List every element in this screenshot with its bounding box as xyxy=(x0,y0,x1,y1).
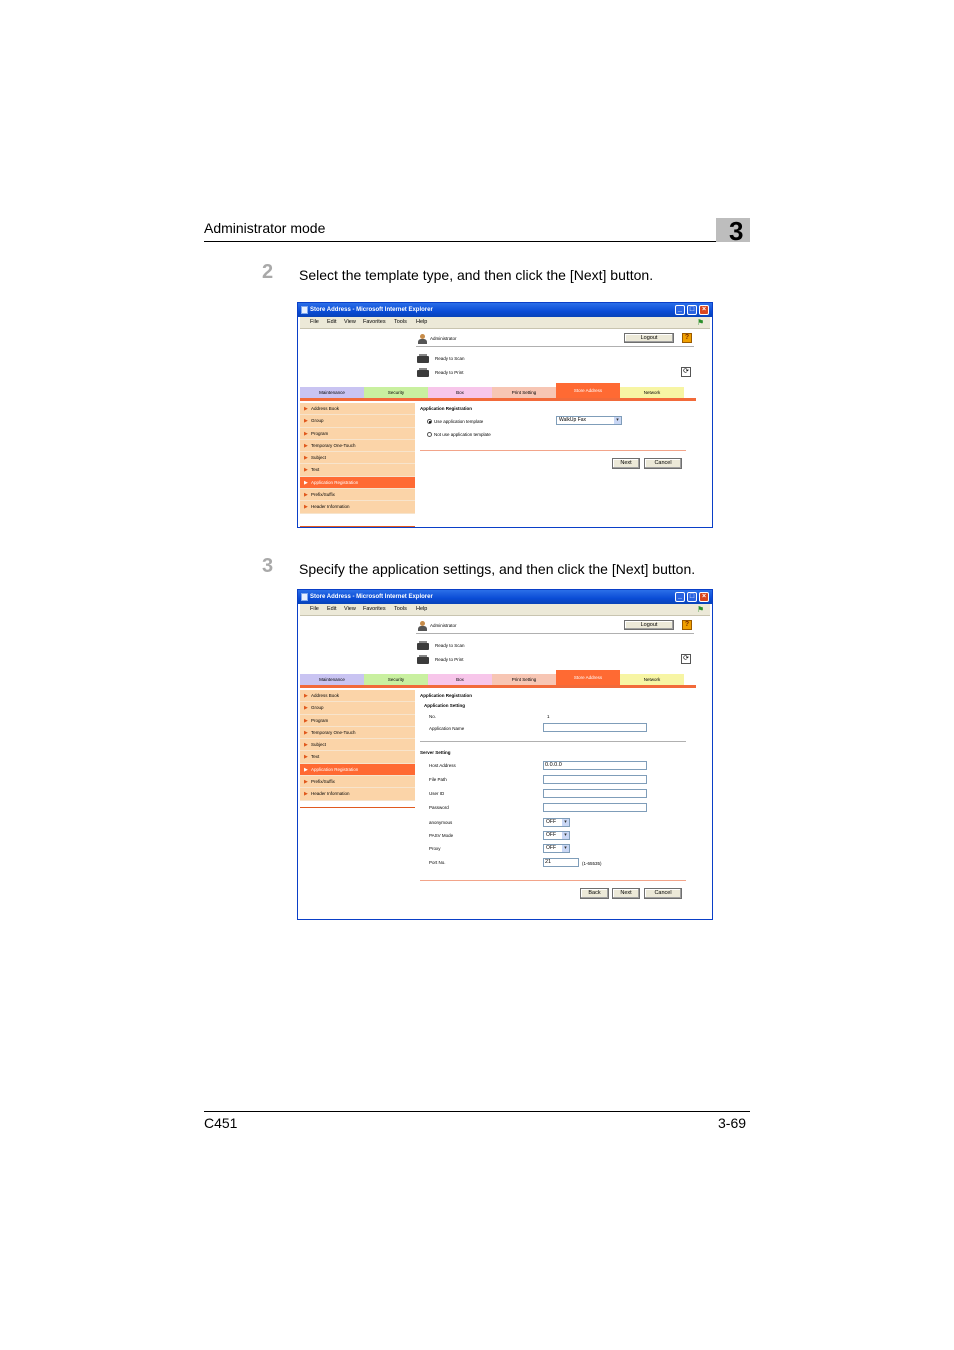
tab-maintenance[interactable]: Maintenance xyxy=(300,674,364,685)
sidebar-item-program[interactable]: ▶ Program xyxy=(300,715,415,727)
tab-underline xyxy=(300,398,696,401)
minimize-icon[interactable]: _ xyxy=(675,305,685,315)
sidebar-item-subject[interactable]: ▶ Subject xyxy=(300,452,415,464)
menu-file[interactable]: File xyxy=(310,319,319,325)
sidebar-item-temporary-one-touch[interactable]: ▶ Temporary One-Touch xyxy=(300,727,415,739)
sidebar-item-subject[interactable]: ▶ Subject xyxy=(300,739,415,751)
tab-box[interactable]: Box xyxy=(428,387,492,398)
no-label: No. xyxy=(429,714,437,719)
sidebar-item-text[interactable]: ▶ Text xyxy=(300,751,415,763)
anonymous-label: anonymous xyxy=(429,820,453,825)
radio-not-use-template-label: Not use application template xyxy=(434,432,491,437)
file-path-field[interactable] xyxy=(543,775,647,784)
footer-model: C451 xyxy=(204,1115,238,1131)
proxy-label: Proxy xyxy=(429,846,441,851)
radio-use-template-label: Use application template xyxy=(434,419,484,424)
tab-network[interactable]: Network xyxy=(620,674,684,685)
logout-button[interactable]: Logout xyxy=(624,620,674,630)
menu-bar xyxy=(300,604,710,616)
browser-window xyxy=(297,589,713,920)
tab-store-address[interactable]: Store Address xyxy=(556,383,620,398)
step-instruction: Select the template type, and then click the [Next] button. xyxy=(299,267,654,283)
menu-file[interactable]: File xyxy=(310,606,319,612)
chevron-down-icon: ▾ xyxy=(614,417,621,424)
user-divider xyxy=(416,633,694,634)
password-field[interactable] xyxy=(543,803,647,812)
user-id-field[interactable] xyxy=(543,789,647,798)
next-button[interactable]: Next xyxy=(612,888,640,899)
menu-edit[interactable]: Edit xyxy=(327,319,337,325)
host-address-field[interactable]: 0.0.0.0 xyxy=(543,761,647,770)
tab-security[interactable]: Security xyxy=(364,674,428,685)
close-icon[interactable]: × xyxy=(699,592,709,602)
tab-print-setting[interactable]: Print Setting xyxy=(492,674,556,685)
chevron-down-icon: ▾ xyxy=(562,819,569,826)
menu-tools[interactable]: Tools xyxy=(394,319,407,325)
application-name-field[interactable] xyxy=(543,723,647,732)
print-status: Ready to Print xyxy=(435,370,464,375)
tab-network[interactable]: Network xyxy=(620,387,684,398)
port-no-field[interactable]: 21 xyxy=(543,858,579,867)
menu-favorites[interactable]: Favorites xyxy=(363,606,386,612)
tab-store-address[interactable]: Store Address xyxy=(556,670,620,685)
sidebar-item-group[interactable]: ▶ Group xyxy=(300,702,415,714)
sidebar-item-header-information[interactable]: ▶ Header Information xyxy=(300,501,415,513)
user-name: Administrator xyxy=(430,623,457,628)
ie-page-icon xyxy=(301,593,308,601)
scanner-icon xyxy=(416,641,430,651)
host-address-label: Host Address xyxy=(429,763,456,768)
step-number: 2 xyxy=(262,261,274,283)
port-no-label: Port No. xyxy=(429,860,446,865)
section-title: Application Registration xyxy=(420,406,473,411)
next-button[interactable]: Next xyxy=(612,458,640,469)
printer-icon xyxy=(416,655,430,665)
step-number: 3 xyxy=(262,555,274,577)
help-icon[interactable]: ? xyxy=(682,620,692,630)
cancel-button[interactable]: Cancel xyxy=(644,458,682,469)
sidebar-item-prefix-suffix[interactable]: ▶ Prefix/Suffix xyxy=(300,489,415,501)
close-icon[interactable]: × xyxy=(699,305,709,315)
radio-use-template[interactable] xyxy=(427,419,432,424)
page-header-title: Administrator mode xyxy=(204,220,326,236)
chevron-down-icon: ▾ xyxy=(562,832,569,839)
pasv-mode-label: PASV Mode xyxy=(429,833,454,838)
administrator-icon xyxy=(417,334,428,344)
sidebar-end-rule xyxy=(300,526,415,527)
step-instruction: Specify the application settings, and then click the [Next] button. xyxy=(299,561,696,577)
tab-security[interactable]: Security xyxy=(364,387,428,398)
menu-help[interactable]: Help xyxy=(416,606,428,612)
menu-favorites[interactable]: Favorites xyxy=(363,319,386,325)
sidebar-item-address-book[interactable]: ▶ Address Book xyxy=(300,690,415,702)
application-setting-title: Application Setting xyxy=(424,703,465,708)
chevron-down-icon: ▾ xyxy=(562,845,569,852)
content-divider xyxy=(420,880,686,881)
menu-view[interactable]: View xyxy=(344,319,356,325)
chapter-number: 3 xyxy=(729,216,744,246)
application-name-label: Application Name xyxy=(429,726,465,731)
tab-print-setting[interactable]: Print Setting xyxy=(492,387,556,398)
page-number: 3-69 xyxy=(718,1115,747,1131)
footer-rule xyxy=(204,1111,750,1112)
menu-view[interactable]: View xyxy=(344,606,356,612)
windows-logo-icon: ⚑ xyxy=(697,605,705,614)
scanner-icon xyxy=(416,354,430,364)
cancel-button[interactable]: Cancel xyxy=(644,888,682,899)
section-title: Application Registration xyxy=(420,693,473,698)
user-name: Administrator xyxy=(430,336,457,341)
print-status: Ready to Print xyxy=(435,657,464,662)
template-select[interactable]: WalkUp Fax ▾ xyxy=(556,416,622,425)
title-bar xyxy=(298,303,712,317)
sidebar-end-rule xyxy=(300,807,415,808)
section-divider xyxy=(420,741,686,742)
printer-icon xyxy=(416,368,430,378)
window-title: Store Address - Microsoft Internet Explorer xyxy=(310,307,433,313)
password-label: Password xyxy=(429,805,449,810)
scan-status: Ready to Scan xyxy=(435,356,465,361)
sidebar-item-address-book[interactable]: ▶ Address Book xyxy=(300,403,415,415)
anonymous-select[interactable]: OFF ▾ xyxy=(543,818,570,827)
menu-bar xyxy=(300,317,710,329)
sidebar-item-prefix-suffix[interactable]: ▶ Prefix/Suffix xyxy=(300,776,415,788)
menu-tools[interactable]: Tools xyxy=(394,606,407,612)
menu-edit[interactable]: Edit xyxy=(327,606,337,612)
file-path-label: File Path xyxy=(429,777,447,782)
ie-page-icon xyxy=(301,306,308,314)
menu-help[interactable]: Help xyxy=(416,319,428,325)
no-value: 1 xyxy=(547,714,550,719)
port-range-hint: (1-65535) xyxy=(582,861,602,866)
proxy-select[interactable]: OFF ▾ xyxy=(543,844,570,853)
refresh-icon[interactable]: ⟳ xyxy=(681,654,691,664)
back-button[interactable]: Back xyxy=(580,888,609,899)
minimize-icon[interactable]: _ xyxy=(675,592,685,602)
title-bar xyxy=(298,590,712,604)
help-icon[interactable]: ? xyxy=(682,333,692,343)
sidebar-item-header-information[interactable]: ▶ Header Information xyxy=(300,788,415,800)
scan-status: Ready to Scan xyxy=(435,643,465,648)
server-setting-title: Server Setting xyxy=(420,750,451,755)
sidebar xyxy=(300,403,415,527)
sidebar-item-application-registration[interactable]: ▶ Application Registration xyxy=(300,764,415,776)
sidebar-item-temporary-one-touch[interactable]: ▶ Temporary One-Touch xyxy=(300,440,415,452)
tab-maintenance[interactable]: Maintenance xyxy=(300,387,364,398)
sidebar xyxy=(300,690,415,808)
window-title: Store Address - Microsoft Internet Explorer xyxy=(310,594,433,600)
sidebar-item-text[interactable]: ▶ Text xyxy=(300,464,415,476)
sidebar-item-program[interactable]: ▶ Program xyxy=(300,428,415,440)
radio-not-use-template[interactable] xyxy=(427,432,432,437)
tab-box[interactable]: Box xyxy=(428,674,492,685)
maximize-icon[interactable]: □ xyxy=(687,592,697,602)
user-divider xyxy=(416,346,694,347)
header-rule xyxy=(204,241,750,242)
sidebar-item-group[interactable]: ▶ Group xyxy=(300,415,415,427)
tab-underline xyxy=(300,685,696,688)
sidebar-item-application-registration[interactable]: ▶ Application Registration xyxy=(300,477,415,489)
refresh-icon[interactable]: ⟳ xyxy=(681,367,691,377)
browser-window xyxy=(297,302,713,528)
logout-button[interactable]: Logout xyxy=(624,333,674,343)
maximize-icon[interactable]: □ xyxy=(687,305,697,315)
user-id-label: User ID xyxy=(429,791,445,796)
pasv-mode-select[interactable]: OFF ▾ xyxy=(543,831,570,840)
content-divider xyxy=(420,450,686,451)
windows-logo-icon: ⚑ xyxy=(697,318,705,327)
administrator-icon xyxy=(417,621,428,631)
